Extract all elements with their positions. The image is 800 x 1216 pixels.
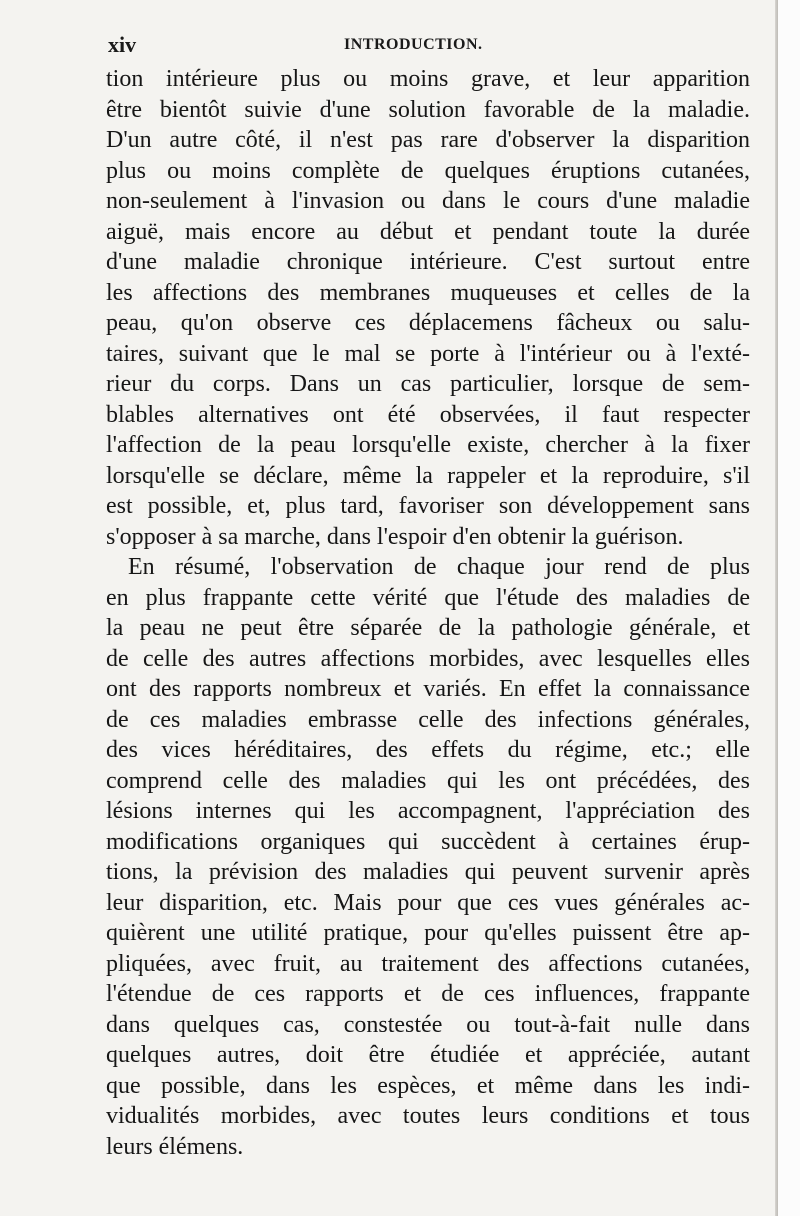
text-line: les affections des membranes muqueuses et celles de la — [106, 279, 750, 306]
text-line: vidualités morbides, avec toutes leurs conditions et tous — [106, 1103, 750, 1129]
text-line: peau, qu'on observe ces déplacemens fâcheux ou salu- — [106, 310, 750, 336]
text-line: modifications organiques qui succèdent à certaines érup- — [106, 828, 750, 855]
text-line: des vices héréditaires, des effets du régime, etc.; elle — [106, 737, 750, 763]
text-line: lorsqu'elle se déclare, même la rappeler et la reproduire, s'il — [106, 462, 750, 489]
text-line: taires, suivant que le mal se porte à l'intérieur ou à l'exté- — [106, 340, 750, 367]
text-line: de ces maladies embrasse celle des infections générales, — [106, 706, 750, 733]
text-line: la peau ne peut être séparée de la pathologie générale, et — [106, 615, 750, 641]
running-head: INTRODUCTION. — [344, 36, 483, 53]
page-header — [108, 32, 746, 62]
text-line: d'une maladie chronique intérieure. C'est surtout entre — [106, 249, 750, 275]
text-line: non-seulement à l'invasion ou dans le cours d'une maladie — [106, 188, 750, 214]
text-line: plus ou moins complète de quelques éruptions cutanées, — [106, 157, 750, 184]
text-line: est possible, et, plus tard, favoriser son développement sans — [106, 493, 750, 519]
text-line: s'opposer à sa marche, dans l'espoir d'en obtenir la guérison. — [106, 523, 684, 550]
text-line: En résumé, l'observation de chaque jour rend de plus — [128, 554, 750, 580]
text-line: l'étendue de ces rapports et de ces influences, frappante — [106, 981, 750, 1007]
body-text — [106, 64, 750, 1162]
text-line: quelques autres, doit être étudiée et appréciée, autant — [106, 1042, 750, 1068]
text-line: que possible, dans les espèces, et même dans les indi- — [106, 1072, 750, 1099]
text-line: être bientôt suivie d'une solution favorable de la maladie. — [106, 96, 750, 123]
text-line: quièrent une utilité pratique, pour qu'elles puissent être ap- — [106, 920, 750, 946]
text-line: aiguë, mais encore au début et pendant toute la durée — [106, 218, 750, 245]
text-line: leurs élémens. — [106, 1133, 244, 1160]
text-line: leur disparition, etc. Mais pour que ces vues générales ac- — [106, 889, 750, 916]
text-line: de celle des autres affections morbides, avec lesquelles elles — [106, 645, 750, 672]
text-line: pliquées, avec fruit, au traitement des affections cutanées, — [106, 950, 750, 977]
text-line: comprend celle des maladies qui les ont précédées, des — [106, 767, 750, 794]
text-line: rieur du corps. Dans un cas particulier, lorsque de sem- — [106, 371, 750, 397]
text-line: dans quelques cas, constestée ou tout-à-fait nulle dans — [106, 1011, 750, 1038]
page-margin — [778, 0, 800, 1216]
text-line: en plus frappante cette vérité que l'étude des maladies de — [106, 584, 750, 611]
text-line: tions, la prévision des maladies qui peuvent survenir après — [106, 859, 750, 885]
page-number: xiv — [108, 32, 137, 57]
text-line: blables alternatives ont été observées, il faut respecter — [106, 401, 750, 428]
text-line: D'un autre côté, il n'est pas rare d'observer la disparition — [106, 127, 750, 153]
text-line: ont des rapports nombreux et variés. En effet la connaissance — [106, 676, 750, 702]
text-line: l'affection de la peau lorsqu'elle existe, chercher à la fixer — [106, 432, 750, 458]
text-line: tion intérieure plus ou moins grave, et leur apparition — [106, 66, 750, 92]
text-line: lésions internes qui les accompagnent, l'appréciation des — [106, 798, 750, 824]
